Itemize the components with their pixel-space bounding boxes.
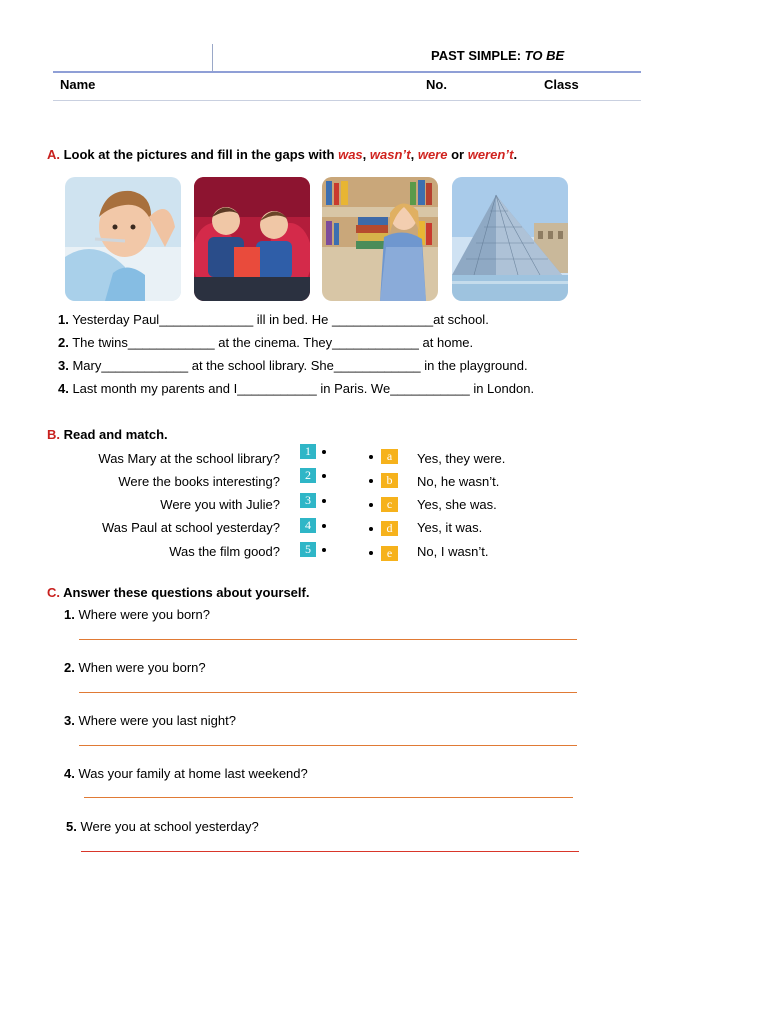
match-question-4: Was Paul at school yesterday? [102, 520, 280, 535]
match-question-3: Were you with Julie? [160, 497, 280, 512]
match-dot-right-d[interactable] [369, 527, 373, 531]
match-dot-left-5[interactable] [322, 548, 326, 552]
match-dot-left-3[interactable] [322, 499, 326, 503]
number-badge-1: 1 [300, 444, 316, 459]
number-badge-2: 2 [300, 468, 316, 483]
letter-badge-d: d [381, 521, 398, 536]
name-label: Name [60, 77, 96, 92]
match-answer-b: No, he wasn’t. [417, 474, 500, 489]
picture-twins-cinema [194, 177, 310, 301]
header-rule-top [53, 71, 641, 73]
question-c-3: 3. Where were you last night? [64, 713, 236, 728]
picture-girl-library [322, 177, 438, 301]
match-answer-a: Yes, they were. [417, 451, 506, 466]
match-answer-c: Yes, she was. [417, 497, 497, 512]
letter-badge-b: b [381, 473, 398, 488]
letter-badge-c: c [381, 497, 398, 512]
letter-badge-a: a [381, 449, 398, 464]
section-b-heading: B. Read and match. [47, 427, 168, 442]
answer-line-1[interactable] [79, 639, 577, 640]
match-answer-e: No, I wasn’t. [417, 544, 489, 559]
number-badge-5: 5 [300, 542, 316, 557]
answer-line-3[interactable] [79, 745, 577, 746]
question-c-5: 5. Were you at school yesterday? [66, 819, 259, 834]
answer-line-2[interactable] [79, 692, 577, 693]
match-dot-left-1[interactable] [322, 450, 326, 454]
match-dot-right-b[interactable] [369, 479, 373, 483]
match-dot-right-c[interactable] [369, 503, 373, 507]
answer-line-4[interactable] [84, 797, 573, 798]
section-a-heading: A. Look at the pictures and fill in the gaps with was, wasn’t, were or weren’t. [47, 147, 518, 162]
question-c-4: 4. Was your family at home last weekend? [64, 766, 308, 781]
picture-louvre-pyramid [452, 177, 568, 301]
sentence-a-1: 1. Yesterday Paul_____________ ill in bed. He ______________at school. [58, 312, 489, 327]
match-question-2: Were the books interesting? [118, 474, 280, 489]
sentence-a-3: 3. Mary____________ at the school library. She____________ in the playground. [58, 358, 528, 373]
question-c-2: 2. When were you born? [64, 660, 206, 675]
match-dot-right-e[interactable] [369, 551, 373, 555]
match-question-5: Was the film good? [169, 544, 280, 559]
number-badge-4: 4 [300, 518, 316, 533]
picture-sick-boy [65, 177, 181, 301]
sentence-a-4: 4. Last month my parents and I___________ in Paris. We___________ in London. [58, 381, 535, 396]
number-badge-3: 3 [300, 493, 316, 508]
match-answer-d: Yes, it was. [417, 520, 483, 535]
number-label: No. [426, 77, 447, 92]
section-c-heading: C. Answer these questions about yourself. [47, 585, 310, 600]
header-divider-vertical [212, 44, 213, 72]
answer-line-5[interactable] [81, 851, 579, 852]
match-question-1: Was Mary at the school library? [98, 451, 280, 466]
class-label: Class [544, 77, 579, 92]
letter-badge-e: e [381, 546, 398, 561]
header-rule-bottom [53, 100, 641, 101]
match-dot-left-4[interactable] [322, 524, 326, 528]
sentence-a-2: 2. The twins____________ at the cinema. They____________ at home. [58, 335, 474, 350]
match-dot-right-a[interactable] [369, 455, 373, 459]
question-c-1: 1. Where were you born? [64, 607, 210, 622]
match-dot-left-2[interactable] [322, 474, 326, 478]
page-title: PAST SIMPLE: TO BE [431, 48, 565, 63]
